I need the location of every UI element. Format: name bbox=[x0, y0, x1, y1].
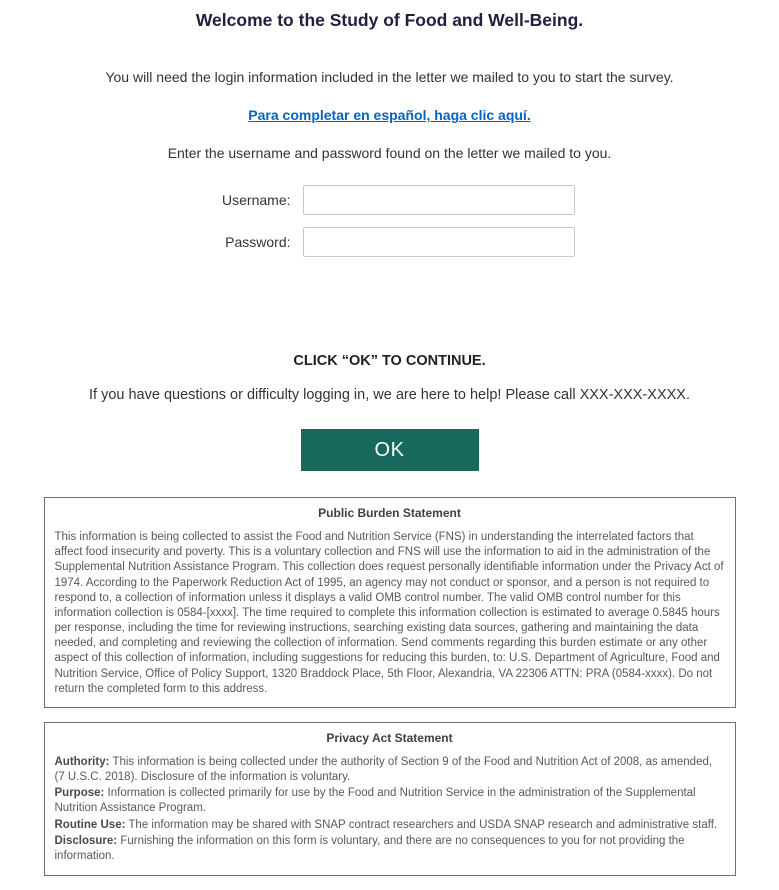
spanish-link-row bbox=[0, 107, 779, 125]
intro-text: You will need the login information included in the letter we mailed to you to start the survey. bbox=[105, 69, 674, 85]
privacy-item-label: Authority: bbox=[54, 755, 110, 768]
privacy-item-text: Information is collected primarily for use by the Food and Nutrition Service in the administration of the Supplemental Nutrition Assistance Program. bbox=[54, 787, 696, 815]
password-label: Password: bbox=[225, 234, 291, 250]
login-form bbox=[205, 185, 575, 257]
spanish-language-link[interactable]: Para completar en español, haga clic aquí. bbox=[248, 107, 531, 123]
privacy-item-text: This information is being collected under the authority of Section 9 of the Food and Nutrition Act of 2008, as amended, (7 U.S.C. 2018). Disclosure of the information is voluntary. bbox=[54, 755, 713, 784]
ok-button-wrapper bbox=[0, 429, 779, 471]
privacy-item-label: Disclosure: bbox=[54, 834, 118, 847]
privacy-item-disclosure bbox=[55, 834, 725, 864]
public-burden-title: Public Burden Statement bbox=[318, 506, 461, 520]
username-label: Username: bbox=[222, 192, 291, 208]
help-text: If you have questions or difficulty logging in, we are here to help! Please call XXX-XXX-XXXX. bbox=[88, 387, 690, 403]
privacy-item-purpose bbox=[55, 786, 725, 816]
username-row bbox=[205, 185, 575, 215]
privacy-item-label: Routine Use: bbox=[54, 818, 126, 831]
password-input[interactable] bbox=[303, 227, 575, 257]
public-burden-body: This information is being collected to assist the Food and Nutrition Service (FNS) in understanding the interrelated factors that affect food insecurity and poverty. This is a voluntary collection and FNS will use the information to aid in the administration of the Supplemental Nutrition Assistance Program. This collection does request personally identifiable information under the Privacy Act of 1974. According to the Paperwork Reduction Act of 1995, an agency may not conduct or sponsor, and a person is not required to respond to, a collection of information unless it displays a valid OMB control number. The valid OMB control number for this information collection is 0584-[xxxx]. The time required to complete this information collection is estimated to average 0.5845 hours per response, including the time for reviewing instructions, searching existing data sources, gathering and maintaining the data needed, and completing and reviewing the collection of information. Send comments regarding this burden estimate or any other aspect of this collection of information, including suggestions for reducing this burden, to: U.S. Department of Agriculture, Food and Nutrition Service, Office of Policy Support, 1320 Braddock Place, 5th Floor, Alexandria, VA 22306 ATTN: PRA (0584-xxxx). Do not return the completed form to this address. bbox=[54, 531, 724, 695]
instruction-text: Enter the username and password found on the letter we mailed to you. bbox=[167, 145, 612, 161]
public-burden-statement-box bbox=[44, 497, 736, 708]
privacy-act-title: Privacy Act Statement bbox=[326, 730, 453, 745]
privacy-item-label: Purpose: bbox=[54, 787, 105, 800]
privacy-act-body bbox=[55, 755, 725, 864]
privacy-item-text: Furnishing the information on this form is voluntary, and there are no consequences to you for not providing the information. bbox=[54, 834, 685, 862]
privacy-act-statement-box bbox=[44, 722, 736, 876]
privacy-item-text: The information may be shared with SNAP contract researchers and USDA SNAP research and administrative staff. bbox=[125, 818, 718, 831]
privacy-item-routine-use bbox=[55, 818, 725, 833]
ok-button[interactable]: OK bbox=[301, 429, 479, 471]
privacy-item-authority bbox=[55, 755, 725, 785]
password-row bbox=[205, 227, 575, 257]
username-input[interactable] bbox=[303, 185, 575, 215]
page-title: Welcome to the Study of Food and Well-Being. bbox=[195, 10, 584, 30]
continue-instruction: CLICK “OK” TO CONTINUE. bbox=[293, 353, 486, 369]
